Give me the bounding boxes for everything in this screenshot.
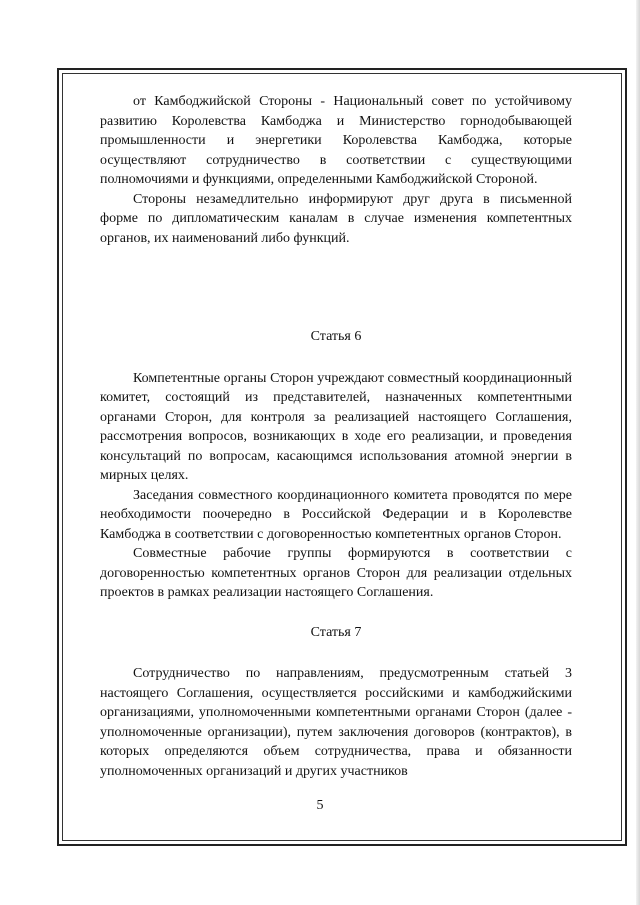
paragraph-notification: Стороны незамедлительно информируют друг друга в письменной форме по дипломатическим каналам в случае изменения компетентных органов, их наименований либо функций. — [100, 191, 572, 246]
document-body — [100, 92, 572, 781]
article-6-paragraph-committee: Компетентные органы Сторон учреждают совместный координационный комитет, состоящий из представителей, назначенных компетентными органами Сторон, для контроля за реализацией настоящего Соглашения, рассмотрения вопросов, возникающих в ходе его реализации, и проведения консультаций по вопросам, касающимся использования атомной энергии в мирных целях. — [100, 370, 572, 483]
article-6-heading: Статья 6 — [310, 329, 362, 344]
article-7-paragraph-cooperation: Сотрудничество по направлениям, предусмотренным статьей 3 настоящего Соглашения, осуществляется российскими и камбоджийскими организациями, уполномоченными компетентными органами Сторон (далее - уполномоченные организации), путем заключения договоров (контрактов), в которых определяются объем сотрудничества, права и обязанности уполномоченных организаций и других участников — [100, 666, 572, 779]
scan-edge — [636, 0, 640, 905]
article-6-paragraph-meetings: Заседания совместного координационного комитета проводятся по мере необходимости поочередно в Российской Федерации и в Королевстве Камбоджа в соответствии с договоренностью компетентных органов Сторон. — [100, 487, 572, 542]
page-number: 5 — [316, 798, 324, 813]
article-6-paragraph-working-groups: Совместные рабочие группы формируются в соответствии с договоренностью компетентных органов Сторон для реализации отдельных проектов в рамках реализации настоящего Соглашения. — [100, 546, 572, 600]
paragraph-cambodian-side: от Камбоджийской Стороны - Национальный совет по устойчивому развитию Королевства Камбоджа и Министерство горнодобывающей промышленности и энергетики Королевства Камбоджа, которые осуществляют сотрудничество в соответствии с существующими полномочиями и функциями, определенными Камбоджийской Стороной. — [100, 94, 572, 187]
article-7-heading: Статья 7 — [310, 624, 362, 640]
